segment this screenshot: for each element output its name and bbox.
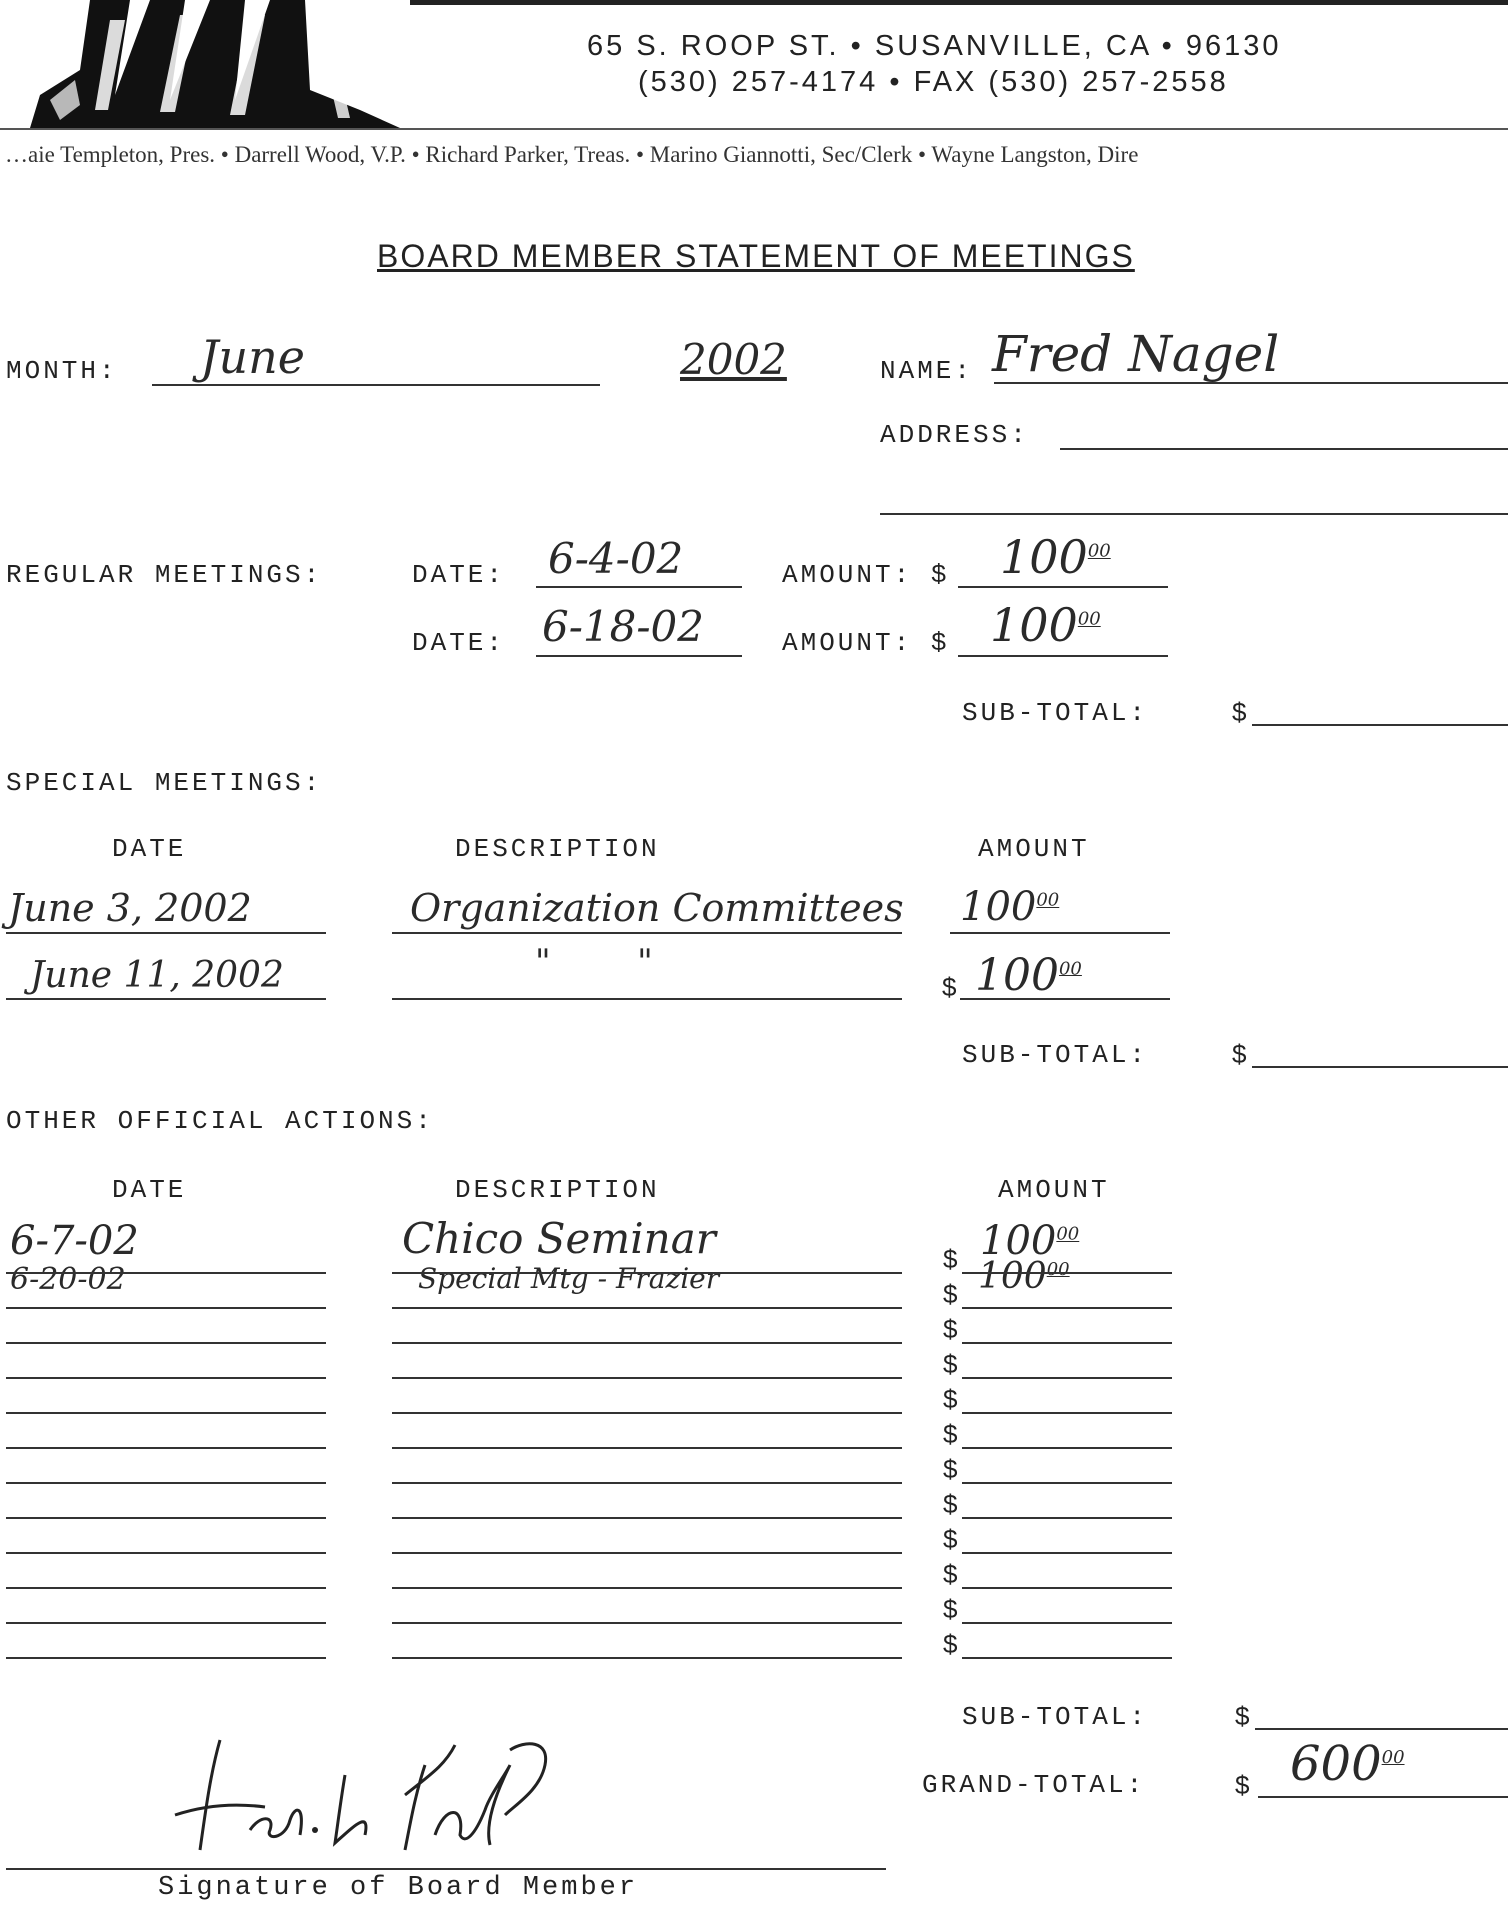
other-description-line [392, 1552, 902, 1554]
other-amount-dollar: $ [943, 1244, 958, 1274]
other-amount-line [962, 1307, 1172, 1309]
other-amount-dollar: $ [943, 1524, 958, 1554]
special-description-line-1 [392, 932, 902, 934]
other-amount-line [962, 1482, 1172, 1484]
regular-amount-line-2 [958, 655, 1168, 657]
board-member-signature [165, 1735, 645, 1855]
other-col-amount: AMOUNT [998, 1175, 1110, 1205]
letterhead-phone-fax: (530) 257-4174 • FAX (530) 257-2558 [638, 66, 1229, 98]
other-description-line [392, 1447, 902, 1449]
address-line-2 [880, 513, 1508, 515]
regular-date-label-1: DATE: [412, 560, 506, 590]
other-amount-line [962, 1552, 1172, 1554]
other-description-line [392, 1342, 902, 1344]
other-description-line [392, 1657, 902, 1659]
other-amount-2: $100^{00}$ [978, 1256, 1070, 1297]
special-description-1: Organization Committees [410, 886, 904, 930]
other-description-line [392, 1622, 902, 1624]
special-date-line-2 [6, 998, 326, 1000]
name-value: Fred Nagel [992, 325, 1280, 383]
other-amount-dollar: $ [943, 1384, 958, 1414]
special-amount-1: $100^{00}$ [960, 884, 1060, 930]
regular-date-1: 6-4-02 [548, 534, 684, 583]
other-description-2: Special Mtg - Frazier [418, 1262, 720, 1295]
regular-amount-2: $100^{00}$ [990, 598, 1101, 652]
other-date-line [6, 1342, 326, 1344]
other-amount-1: $100^{00}$ [980, 1218, 1080, 1264]
other-date-1: 6-7-02 [10, 1218, 139, 1264]
special-amount-dollar-2: $ [942, 972, 957, 1002]
other-amount-line [962, 1377, 1172, 1379]
signature-line [6, 1868, 886, 1870]
other-amount-dollar: $ [943, 1349, 958, 1379]
regular-amount-label-2: AMOUNT: $ [782, 628, 950, 658]
other-date-line [6, 1552, 326, 1554]
regular-date-label-2: DATE: [412, 628, 506, 658]
district-logo [20, 0, 400, 128]
other-amount-dollar: $ [943, 1489, 958, 1519]
other-description-line [392, 1482, 902, 1484]
special-date-line-1 [6, 932, 326, 934]
regular-subtotal-line [1252, 724, 1508, 726]
other-date-line [6, 1447, 326, 1449]
other-col-description: DESCRIPTION [455, 1175, 660, 1205]
grand-total-value: $600^{00}$ [1290, 1736, 1405, 1792]
other-amount-dollar: $ [943, 1279, 958, 1309]
other-subtotal-dollar: $ [1235, 1701, 1250, 1731]
other-date-line [6, 1482, 326, 1484]
other-date-line [6, 1517, 326, 1519]
letterhead-divider [0, 128, 1508, 130]
special-col-amount: AMOUNT [978, 834, 1090, 864]
other-amount-line [962, 1587, 1172, 1589]
letterhead-address: 65 S. ROOP ST. • SUSANVILLE, CA • 96130 [587, 30, 1282, 62]
regular-meetings-label: REGULAR MEETINGS: [6, 560, 323, 590]
other-amount-line [962, 1517, 1172, 1519]
month-line [152, 384, 600, 386]
regular-date-line-2 [536, 655, 742, 657]
letterhead-officers: …aie Templeton, Pres. • Darrell Wood, V.P. • Richard Parker, Treas. • Marino Giannotti, Sec/Clerk • Wayne Langston, Dire [5, 142, 1139, 167]
other-amount-line [962, 1622, 1172, 1624]
special-amount-line-1 [950, 932, 1170, 934]
other-date-line [6, 1272, 326, 1274]
regular-amount-1: $100^{00}$ [1000, 530, 1111, 584]
other-amount-line [962, 1272, 1172, 1274]
special-subtotal-dollar: $ [1232, 1039, 1247, 1069]
special-date-1: June 3, 2002 [8, 886, 252, 930]
special-amount-2: $100^{00}$ [975, 950, 1082, 1001]
other-date-line [6, 1622, 326, 1624]
address-label: ADDRESS: [880, 420, 1029, 450]
regular-amount-label-1: AMOUNT: $ [782, 560, 950, 590]
other-actions-label: OTHER OFFICIAL ACTIONS: [6, 1106, 434, 1136]
other-date-line [6, 1307, 326, 1309]
other-amount-dollar: $ [943, 1629, 958, 1659]
other-subtotal-line [1255, 1728, 1508, 1730]
name-label: NAME: [880, 356, 974, 386]
other-date-line [6, 1657, 326, 1659]
regular-subtotal-dollar: $ [1232, 697, 1247, 727]
other-date-line [6, 1412, 326, 1414]
other-date-line [6, 1377, 326, 1379]
other-description-line [392, 1377, 902, 1379]
month-value: June [200, 330, 305, 384]
special-date-2: June 11, 2002 [30, 955, 284, 996]
other-amount-line [962, 1447, 1172, 1449]
other-subtotal-label: SUB-TOTAL: [962, 1702, 1149, 1732]
grand-total-line [1258, 1796, 1508, 1798]
regular-subtotal-label: SUB-TOTAL: [962, 698, 1149, 728]
grand-total-label: GRAND-TOTAL: [922, 1770, 1146, 1800]
other-amount-dollar: $ [943, 1559, 958, 1589]
other-date-line [6, 1587, 326, 1589]
special-meetings-label: SPECIAL MEETINGS: [6, 768, 323, 798]
other-description-line [392, 1587, 902, 1589]
form-title: BOARD MEMBER STATEMENT OF MEETINGS [377, 238, 1135, 274]
other-description-line [392, 1412, 902, 1414]
other-col-date: DATE [112, 1175, 187, 1205]
name-line [994, 382, 1508, 384]
address-line-1 [1060, 448, 1508, 450]
other-amount-line [962, 1412, 1172, 1414]
other-amount-line [962, 1342, 1172, 1344]
special-subtotal-label: SUB-TOTAL: [962, 1040, 1149, 1070]
other-description-line [392, 1307, 902, 1309]
other-amount-line [962, 1657, 1172, 1659]
special-col-date: DATE [112, 834, 187, 864]
regular-date-line-1 [536, 586, 742, 588]
year-value: 2002 [680, 335, 787, 384]
special-amount-line-2 [960, 998, 1170, 1000]
special-subtotal-line [1252, 1066, 1508, 1068]
other-amount-dollar: $ [943, 1454, 958, 1484]
special-col-description: DESCRIPTION [455, 834, 660, 864]
other-amount-dollar: $ [943, 1314, 958, 1344]
grand-total-dollar: $ [1235, 1770, 1250, 1800]
other-description-line [392, 1517, 902, 1519]
special-description-2: " " [535, 942, 653, 982]
special-description-line-2 [392, 998, 902, 1000]
month-label: MONTH: [6, 356, 118, 386]
other-description-1: Chico Seminar [402, 1214, 716, 1263]
other-amount-dollar: $ [943, 1419, 958, 1449]
regular-amount-line-1 [958, 586, 1168, 588]
other-amount-dollar: $ [943, 1594, 958, 1624]
letterhead-top-crop [410, 0, 1508, 15]
regular-date-2: 6-18-02 [542, 602, 704, 651]
signature-label: Signature of Board Member [158, 1873, 639, 1903]
other-date-2: 6-20-02 [10, 1262, 126, 1297]
other-description-line [392, 1272, 902, 1274]
